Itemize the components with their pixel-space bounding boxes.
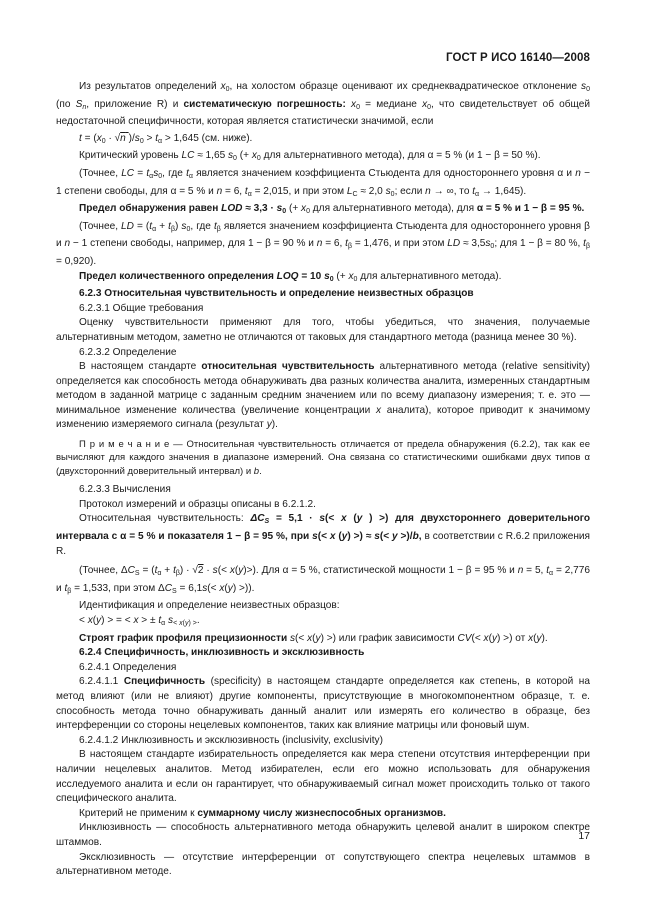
- paragraph-relative-sensitivity-formula: Относительная чувствительность: $\Delta C_S = 5,1 \cdot s(< x$ (y ) >) для двухстороннего доверительного интервала с α = 5 % и показателя 1 − β = 95 %, при s(< x (y) >) ≈ s(< y >)/b, в соответствии с R.6.2 приложения R.: [56, 513, 590, 557]
- paragraph-exclusivity: Эксклюзивность — отсутствие интерференции от сопутствующего спектра нецелевых штаммов в альтернативном методе.: [56, 851, 590, 878]
- paragraph-blank-results: Из результатов определений $x_0$, на холостом образце оценивают их среднеквадратическое отклонение $s_0$ (по $S_n$, приложение R) и систематическую погрешность: $x_0$ = медиане $x_0$, что свидетельствует об общей недостаточной специфичности, которая является статистически значимой, если: [56, 81, 591, 128]
- document-header: ГОСТ Р ИСО 16140—2008: [445, 52, 590, 64]
- paragraph-specificity: 6.2.4.1.1 Специфичность (specificity) в настоящем стандарте определяется как степень, в которой на метод влияют (или не влияют) другие компоненты, присутствующие в многокомпонентном образце, т. е. способность метода точно обнаруживать данный аналит или измерять его количество в образце, без интерференции со стороны нецелевых компонентов, таких как влияние матрицы или фоновый шум.: [56, 676, 590, 732]
- heading-6-2-4: 6.2.4 Специфичность, инклюзивность и эксклюзивность: [79, 647, 365, 659]
- formula-t: $t = (x_0 \cdot √n$ )$/s_0 > t_\alpha > 1,645$ (см. ниже).: [79, 132, 253, 145]
- heading-6-2-4-1-2: 6.2.4.1.2 Инклюзивность и эксклюзивность (inclusivity, exclusivity): [79, 734, 383, 746]
- page-number: 17: [578, 830, 590, 842]
- heading-6-2-3: 6.2.3 Относительная чувствительность и определение неизвестных образцов: [79, 288, 474, 300]
- paragraph-lod: Предел обнаружения равен LOD ≈ $3,3 \cdot s_0$ (+ $x_0$ для альтернативного метода), для α = 5 % и 1 − β = 95 %.: [79, 203, 585, 216]
- paragraph-precision-profile: Строят график профиля прецизионности s(< x(y) >) или график зависимости CV(< x(y) >) от x(y).: [79, 632, 548, 644]
- heading-6-2-4-1: 6.2.4.1 Определения: [79, 661, 177, 673]
- paragraph-inclusivity: Инклюзивность — способность альтернативного метода обнаружить целевой аналит в широком спектре штаммов.: [56, 822, 590, 848]
- paragraph-delta-cs-precise: (Точнее, $\Delta C_S = (t_\alpha + t_\beta) \cdot √2 \cdot s(< x(y)>)$. Для α = 5 %, статистической мощности 1 − β = 95 % и n = 5, $t_\alpha = 2,776$ и $t_\beta = 1,533$, при этом $\Delta C_S = 6,1s(< x(y)$ >)).: [56, 565, 590, 595]
- formula-unknown-samples: < x(y) > = < x > ± $t_\alpha$ $s_{< x(y) >}$.: [79, 615, 200, 628]
- page-body: [56, 80, 590, 880]
- paragraph-identification: Идентификация и определение неизвестных образцов:: [79, 600, 340, 612]
- paragraph-sensitivity-purpose: Оценку чувствительности применяют для того, чтобы убедиться, что значения, получаемые альтернативным методом, заметно не отличаются от таковых для стандартного метода (разница менее 30 %).: [56, 317, 590, 343]
- paragraph-loq: Предел количественного определения LOQ = 10 $s_0$ (+ $x_0$ для альтернативного метода).: [79, 270, 502, 283]
- paragraph-ld-precise: (Точнее, LD = $(t_\alpha + t_\beta)$ $s_0$, где $t_\beta$ является значением коэффициента Стьюдента для одностороннего уровня β и n − 1 степени свободы, например, для 1 − β = 90 % и n = 6, $t_\beta = 1,476$, и при этом LD ≈ $3,5s_0$; для 1 − β = 80 %, $t_\beta = 0,920$).: [56, 220, 591, 267]
- paragraph-selectivity: В настоящем стандарте избирательность определяется как мера степени отсутствия интерференции при наличии нецелевых аналитов. Метод избирателен, если его можно использовать для обнаружения исследуемого аналита и если он гарантирует, что обнаруживаемый сигнал может происходить только от такого специфического аналита.: [56, 749, 590, 805]
- paragraph-lc-precise: (Точнее, LC = $t_\alpha s_0$, где $t_\alpha$ является значением коэффициента Стьюдента для одностороннего уровня α и n − 1 степени свободы, для α = 5 % и n = 6, $t_\alpha = 2,015$, и при этом $L_C \approx 2,0$ $s_0$; если n → ∞, то $t_\alpha \to 1,645$).: [56, 167, 590, 198]
- paragraph-criterion: Критерий не применим к суммарному числу жизнеспособных организмов.: [79, 807, 446, 819]
- heading-6-2-3-2: 6.2.3.2 Определение: [79, 346, 177, 358]
- paragraph-relative-sensitivity: В настоящем стандарте относительная чувствительность альтернативного метода (relative sensitivity) определяется как способность метода обнаруживать два разных количества аналита, измеренных стандартным методом в заданной матрице с заданным средним значением или по всему диапазону измерения; т. е. это — минимальное изменение количества (увеличение концентрации x аналита), которое приводит к значимому изменению измеряемого сигнала (результат y).: [56, 361, 590, 431]
- paragraph-critical-level: Критический уровень LC ≈ 1,65 $s_0$ (+ $x_0$ для альтернативного метода), для α = 5 % (и 1 − β = 50 %).: [79, 150, 541, 163]
- paragraph-protocol: Протокол измерений и образцы описаны в 6.2.1.2.: [79, 498, 316, 510]
- heading-6-2-3-3: 6.2.3.3 Вычисления: [79, 484, 171, 496]
- heading-6-2-3-1: 6.2.3.1 Общие требования: [79, 302, 204, 314]
- note: П р и м е ч а н и е — Относительная чувствительность отличается от предела обнаружения (6.2.2), так как ее вычисляют для каждого значения в диапазоне измерений. Она связана со статистическими ошибками двух типов α (двухсторонний доверительный интервал) и b.: [56, 439, 590, 477]
